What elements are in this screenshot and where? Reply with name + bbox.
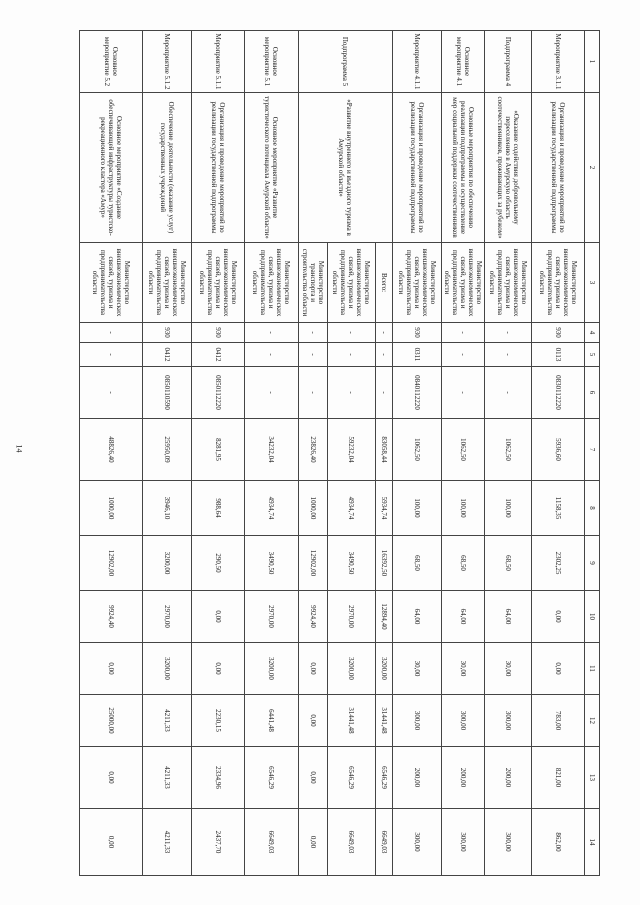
cell-value: 0,00 (298, 747, 327, 809)
row-executor: Всего: (375, 243, 392, 323)
cell-value: 9924,40 (298, 591, 327, 643)
cell-value: 300,00 (485, 809, 532, 876)
row-executor: Министерство внешнеэкономических связей, туризма и предпринимательства области (485, 243, 532, 323)
cell-value: 5934,74 (375, 481, 392, 536)
cell-value: 3200,00 (244, 643, 298, 695)
header-cell: 11 (585, 643, 600, 695)
cell-value: 100,00 (392, 481, 441, 536)
cell-rzpr: - (327, 343, 375, 367)
cell-csr: - (327, 367, 375, 419)
cell-value: 0,00 (298, 695, 327, 747)
table-row (441, 31, 484, 876)
rotated-page-content (80, 30, 600, 875)
cell-value: 9924,40 (79, 591, 142, 643)
cell-total: 83058,44 (375, 419, 392, 481)
cell-value: 31441,48 (327, 695, 375, 747)
cell-csr: - (375, 367, 392, 419)
row-description: Организация и проведение мероприятий по реализации государственной подпрограммы (191, 93, 244, 243)
cell-value: 300,00 (441, 695, 484, 747)
row-description: Основное мероприятие «Развитие туристического потенциала Амурской области» (244, 93, 298, 243)
cell-value: 31441,48 (375, 695, 392, 747)
row-executor: Министерство внешнеэкономических связей, туризма и предпринимательства области (392, 243, 441, 323)
cell-grbs: - (375, 323, 392, 343)
cell-value: 988,64 (191, 481, 244, 536)
row-name: Мероприятие 5.1.1 (191, 31, 244, 93)
row-executor: Министерство внешнеэкономических связей, туризма и предпринимательства области (191, 243, 244, 323)
cell-value: 200,00 (392, 747, 441, 809)
row-description: Основные мероприятия по обеспечению реализации подпрограммы и осуществление мер социальной поддержки соотечественников (441, 93, 484, 243)
cell-value: 30,00 (441, 643, 484, 695)
cell-csr: - (485, 367, 532, 419)
cell-value: 0,00 (79, 747, 142, 809)
row-executor: Министерство внешнеэкономических связей, туризма и предпринимательства области (244, 243, 298, 323)
cell-total: 1062,50 (485, 419, 532, 481)
cell-csr: - (244, 367, 298, 419)
cell-rzpr: - (485, 343, 532, 367)
header-cell: 10 (585, 591, 600, 643)
cell-value: 64,00 (392, 591, 441, 643)
cell-value: 0,00 (532, 591, 585, 643)
cell-csr: 0850110590 (142, 367, 191, 419)
header-cell: 7 (585, 419, 600, 481)
cell-value: 2970,00 (244, 591, 298, 643)
cell-value: 0,00 (298, 643, 327, 695)
row-description: Организация и проведение мероприятий по реализации государственной подпрограммы (392, 93, 441, 243)
cell-value: 6441,48 (244, 695, 298, 747)
cell-value: 300,00 (392, 809, 441, 876)
cell-total: 8281,95 (191, 419, 244, 481)
header-cell: 1 (585, 31, 600, 93)
cell-value: 68,50 (485, 536, 532, 591)
cell-csr: 0830112220 (532, 367, 585, 419)
cell-value: 0,00 (79, 809, 142, 876)
cell-value: 200,00 (485, 747, 532, 809)
cell-value: 30,00 (392, 643, 441, 695)
table-row (191, 31, 244, 876)
cell-rzpr: - (79, 343, 142, 367)
row-name: Подпрограмма 5 (298, 31, 392, 93)
cell-value: 6649,03 (244, 809, 298, 876)
table-row (532, 31, 585, 876)
cell-grbs: - (79, 323, 142, 343)
cell-value: 3946,10 (142, 481, 191, 536)
row-name: Мероприятие 5.1.2 (142, 31, 191, 93)
cell-value: 100,00 (441, 481, 484, 536)
cell-value: 6546,29 (327, 747, 375, 809)
cell-value: 100,00 (485, 481, 532, 536)
cell-rzpr: 0113 (532, 343, 585, 367)
header-cell: 2 (585, 93, 600, 243)
cell-rzpr: - (298, 343, 327, 367)
cell-value: 3490,50 (244, 536, 298, 591)
cell-value: 2302,25 (532, 536, 585, 591)
header-cell: 14 (585, 809, 600, 876)
row-name: Мероприятие 4.1.1 (392, 31, 441, 93)
cell-value: 4211,33 (142, 809, 191, 876)
table-row (375, 31, 392, 876)
cell-total: 1062,50 (441, 419, 484, 481)
cell-value: 1000,00 (79, 481, 142, 536)
row-description: Организация и проведение мероприятий по реализации государственной подпрограммы (532, 93, 585, 243)
cell-rzpr: 0311 (392, 343, 441, 367)
page-number: 14 (14, 444, 24, 453)
cell-value: 68,50 (392, 536, 441, 591)
cell-value: 1000,00 (298, 481, 327, 536)
cell-value: 0,00 (532, 643, 585, 695)
cell-total: 59232,04 (327, 419, 375, 481)
header-cell: 8 (585, 481, 600, 536)
cell-value: 0,00 (298, 809, 327, 876)
cell-grbs: 930 (191, 323, 244, 343)
cell-value: 3200,00 (327, 643, 375, 695)
row-description: Обеспечение деятельности (оказание услуг) государственных учреждений (142, 93, 191, 243)
cell-total: 5936,60 (532, 419, 585, 481)
header-cell: 4 (585, 323, 600, 343)
cell-value: 68,50 (441, 536, 484, 591)
cell-value: 783,00 (532, 695, 585, 747)
cell-value: 4934,74 (327, 481, 375, 536)
row-executor: Министерство внешнеэкономических связей, туризма и предпринимательства области (441, 243, 484, 323)
cell-value: 6649,03 (375, 809, 392, 876)
cell-grbs: 930 (392, 323, 441, 343)
cell-value: 2334,96 (191, 747, 244, 809)
cell-value: 2230,15 (191, 695, 244, 747)
cell-value: 6546,29 (375, 747, 392, 809)
cell-csr: 0840112220 (392, 367, 441, 419)
row-description: «Развитие внутреннего и въездного туризма в Амурской области» (298, 93, 392, 243)
table-row (392, 31, 441, 876)
cell-value: 3200,00 (142, 643, 191, 695)
cell-grbs: - (298, 323, 327, 343)
row-executor: Министерство внешнеэкономических связей, туризма и предпринимательства области (142, 243, 191, 323)
cell-value: 300,00 (392, 695, 441, 747)
row-name: Основное мероприятие 4.1 (441, 31, 484, 93)
cell-value: 1158,35 (532, 481, 585, 536)
cell-value: 200,00 (441, 747, 484, 809)
cell-value: 3490,50 (327, 536, 375, 591)
table-row (142, 31, 191, 876)
cell-total: 25950,09 (142, 419, 191, 481)
header-cell: 12 (585, 695, 600, 747)
cell-value: 4211,33 (142, 695, 191, 747)
cell-rzpr: 0412 (142, 343, 191, 367)
cell-grbs: - (485, 323, 532, 343)
header-cell: 5 (585, 343, 600, 367)
cell-value: 2970,00 (142, 591, 191, 643)
budget-table (79, 30, 600, 876)
row-name: Мероприятие 3.1.1 (532, 31, 585, 93)
table-row (79, 31, 142, 876)
cell-value: 64,00 (485, 591, 532, 643)
row-description: «Оказание содействия добровольному переселению в Амурскую область соотечественников, проживающих за рубежом» (485, 93, 532, 243)
cell-total: 34232,04 (244, 419, 298, 481)
cell-value: 0,00 (191, 643, 244, 695)
cell-csr: - (441, 367, 484, 419)
cell-grbs: - (244, 323, 298, 343)
row-executor: Министерство внешнеэкономических связей, туризма и предпринимательства области (327, 243, 375, 323)
row-name: Основное мероприятие 5.2 (79, 31, 142, 93)
cell-value: 2970,00 (327, 591, 375, 643)
cell-value: 64,00 (441, 591, 484, 643)
header-cell: 9 (585, 536, 600, 591)
cell-value: 4211,33 (142, 747, 191, 809)
header-cell: 6 (585, 367, 600, 419)
cell-value: 30,00 (485, 643, 532, 695)
table-row (244, 31, 298, 876)
cell-grbs: - (441, 323, 484, 343)
header-cell: 13 (585, 747, 600, 809)
table-header-row (585, 31, 600, 876)
cell-csr: 0850112220 (191, 367, 244, 419)
cell-csr: - (79, 367, 142, 419)
cell-value: 0,00 (79, 643, 142, 695)
cell-total: 1062,50 (392, 419, 441, 481)
header-cell: 3 (585, 243, 600, 323)
cell-rzpr: - (441, 343, 484, 367)
row-executor: Министерство внешнеэкономических связей, туризма и предпринимательства области (532, 243, 585, 323)
cell-rzpr: 0412 (191, 343, 244, 367)
cell-value: 0,00 (191, 591, 244, 643)
cell-value: 6649,03 (327, 809, 375, 876)
cell-value: 821,00 (532, 747, 585, 809)
cell-value: 6546,29 (244, 747, 298, 809)
cell-value: 12902,00 (298, 536, 327, 591)
cell-value: 12902,00 (79, 536, 142, 591)
cell-total: 23826,40 (298, 419, 327, 481)
cell-value: 290,50 (191, 536, 244, 591)
cell-total: 48826,40 (79, 419, 142, 481)
cell-value: 300,00 (485, 695, 532, 747)
cell-value: 300,00 (441, 809, 484, 876)
cell-value: 3200,00 (142, 536, 191, 591)
row-name: Основное мероприятие 5.1 (244, 31, 298, 93)
row-executor: Министерство транспорта и строительства области (298, 243, 327, 323)
table-row (485, 31, 532, 876)
cell-value: 12894,40 (375, 591, 392, 643)
cell-csr: - (298, 367, 327, 419)
cell-value: 25000,00 (79, 695, 142, 747)
cell-value: 2437,70 (191, 809, 244, 876)
cell-value: 4934,74 (244, 481, 298, 536)
row-executor: Министерство внешнеэкономических связей, туризма и предпринимательства области (79, 243, 142, 323)
cell-rzpr: - (375, 343, 392, 367)
cell-value: 862,00 (532, 809, 585, 876)
cell-value: 3200,00 (375, 643, 392, 695)
cell-grbs: - (327, 323, 375, 343)
cell-grbs: 930 (532, 323, 585, 343)
row-description: Основное мероприятие «Создание обеспечивающей инфраструктуры туристско-рекреационного кластера «Амур» (79, 93, 142, 243)
cell-grbs: 930 (142, 323, 191, 343)
cell-rzpr: - (244, 343, 298, 367)
cell-value: 16392,50 (375, 536, 392, 591)
row-name: Подпрограмма 4 (485, 31, 532, 93)
